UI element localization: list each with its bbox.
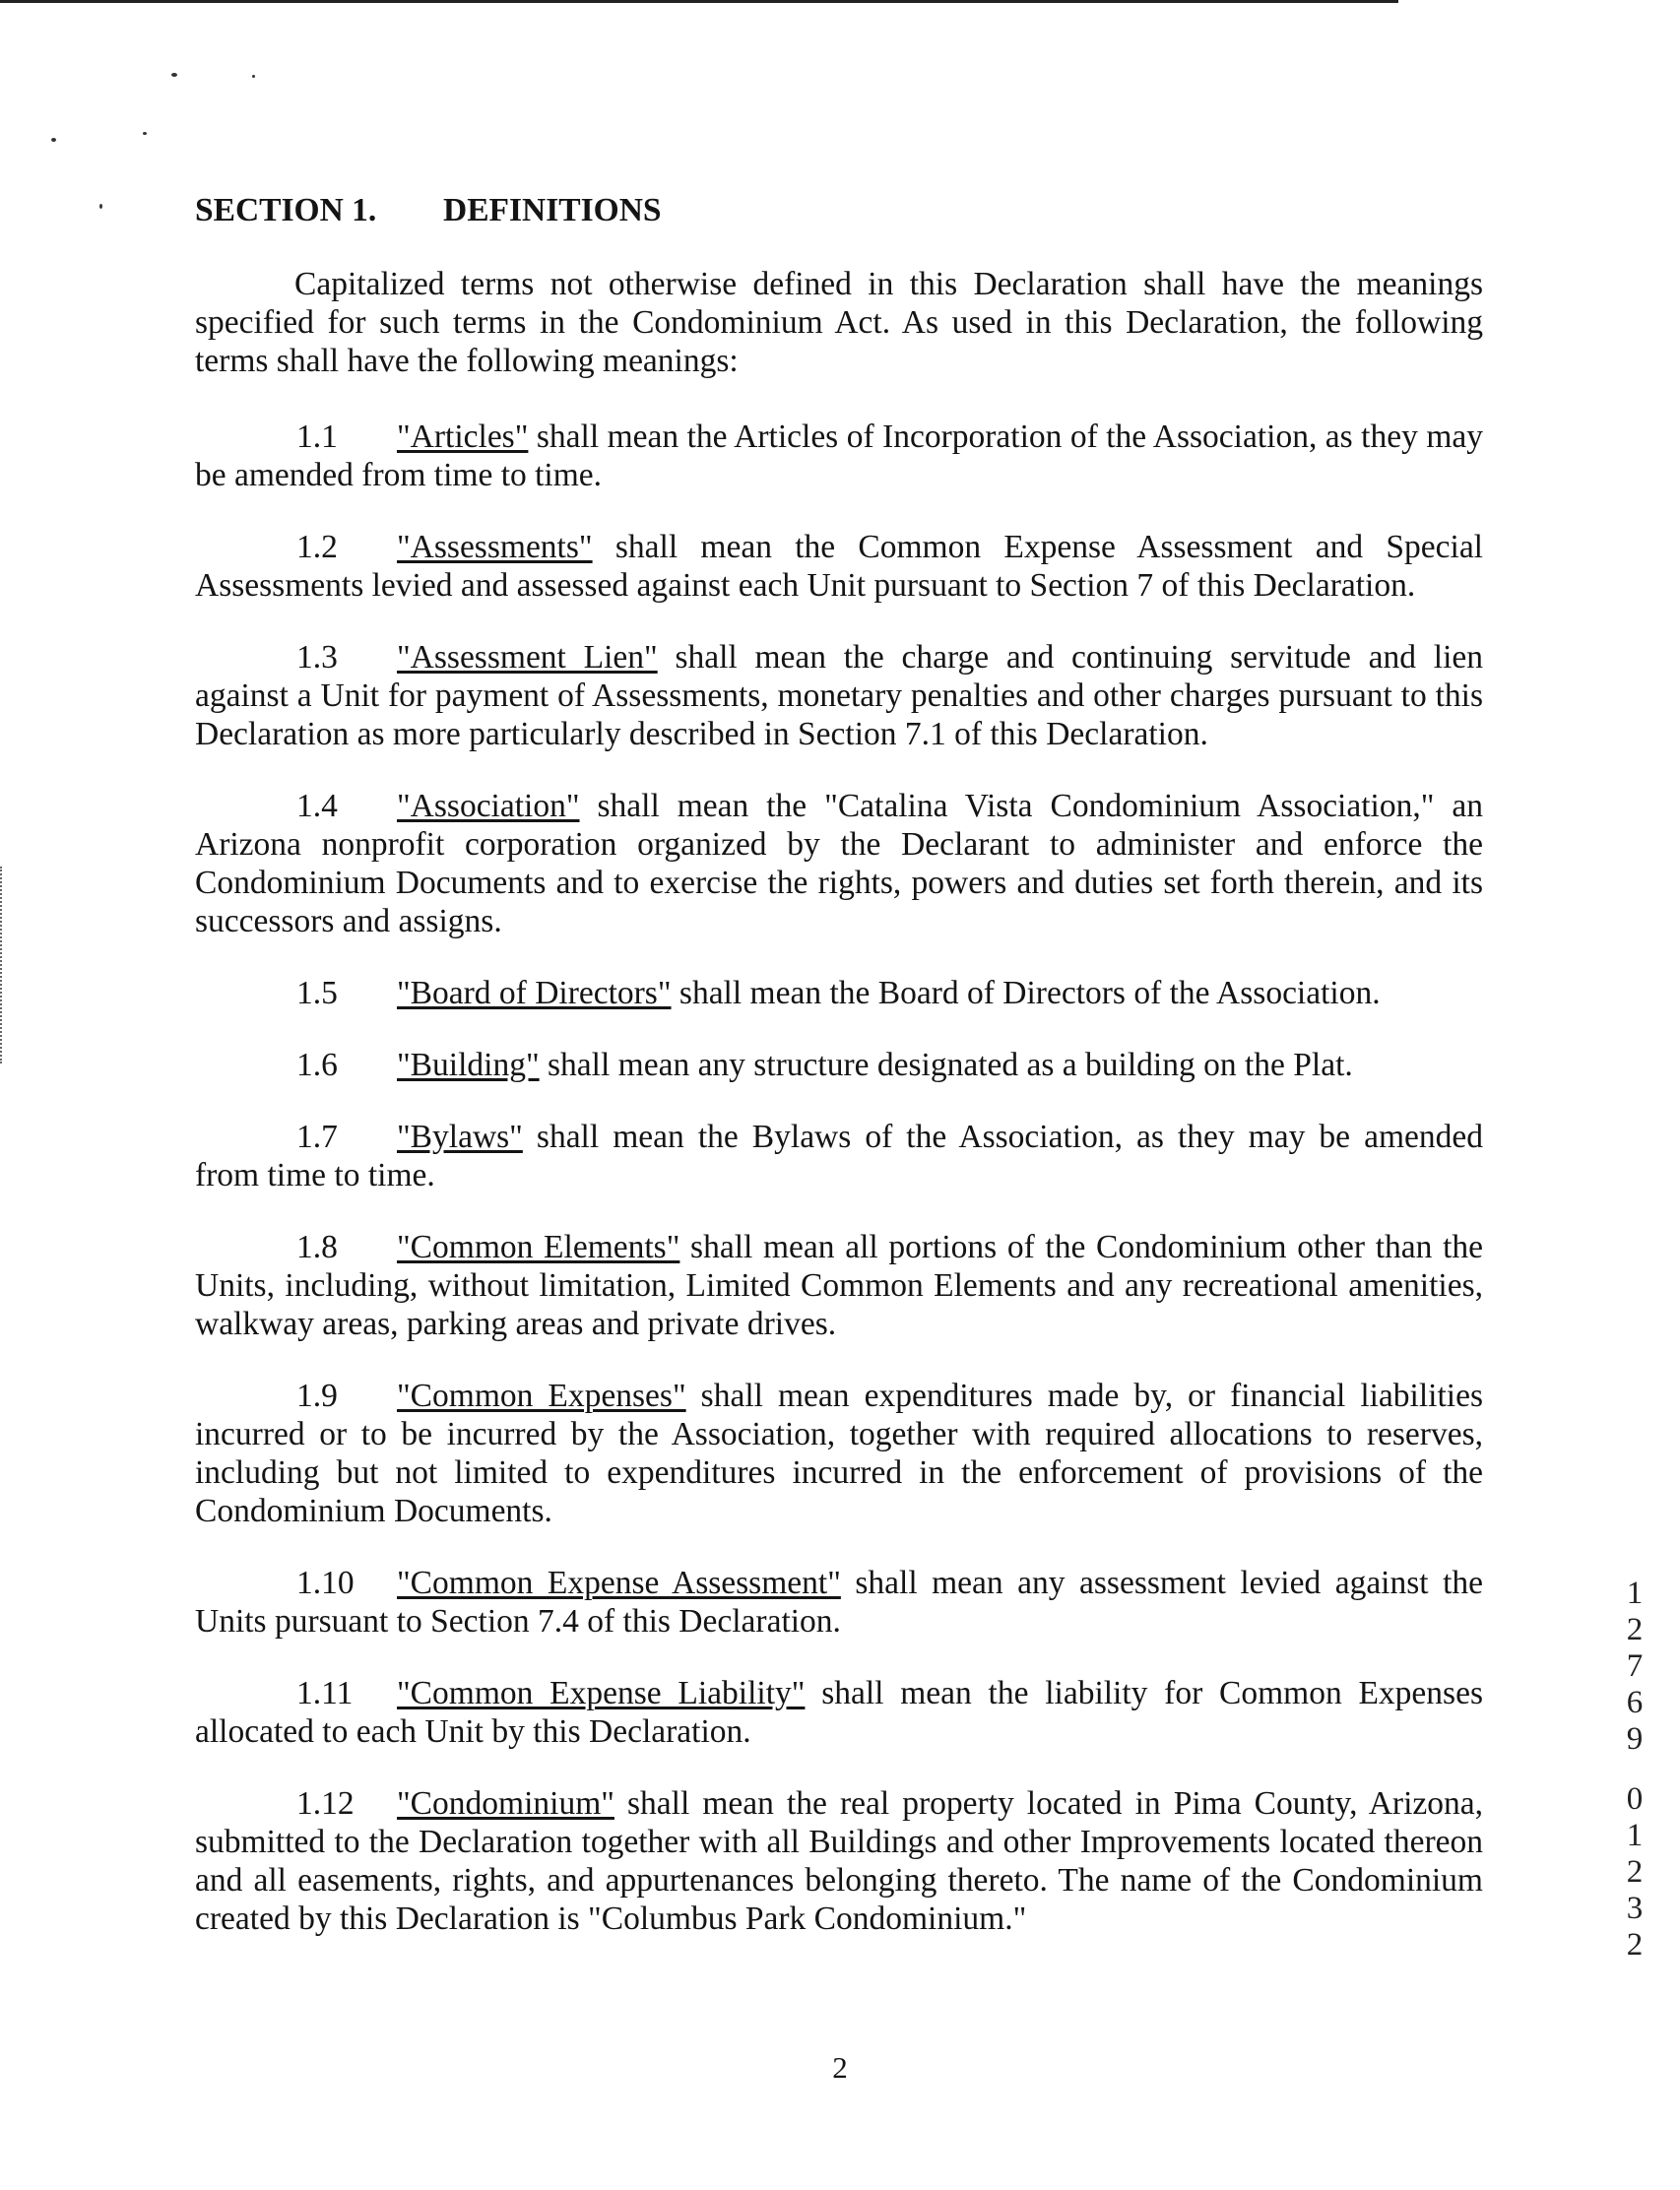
- definition-item: [195, 638, 1483, 753]
- stamp-digit: 0: [1626, 1781, 1644, 1817]
- page-number: 2: [832, 2050, 848, 2085]
- section-heading: [195, 191, 1483, 229]
- defined-term: "Assessments": [397, 529, 593, 565]
- definition-number: 1.4: [296, 788, 338, 824]
- definition-text: shall mean any structure designated as a building on the Plat.: [539, 1047, 1353, 1083]
- defined-term: "Common Expense Assessment": [397, 1565, 841, 1601]
- scan-top-edge: [0, 0, 1398, 3]
- definition-item: [195, 1564, 1483, 1641]
- definition-item: [195, 1674, 1483, 1751]
- scan-speck: [171, 73, 177, 77]
- defined-term: "Association": [397, 788, 580, 824]
- definition-text: shall mean the Board of Directors of the Association.: [671, 975, 1381, 1011]
- scan-speck: [143, 132, 147, 135]
- definition-text: shall mean the charge and continuing servitude and lien against a Unit for payment of Assessments, monetary penalties and other charges pursuant to this Declaration as more particularly described in Section 7.1 of this Declaration.: [195, 639, 1483, 752]
- definitions-list: [195, 418, 1483, 1938]
- scan-left-edge: [0, 867, 4, 1063]
- stamp-digit: 1: [1626, 1576, 1644, 1611]
- stamp-digit: 2: [1626, 1612, 1644, 1647]
- stamp-digit: 1: [1626, 1818, 1644, 1853]
- definition-text: shall mean the "Catalina Vista Condominium Association," an Arizona nonprofit corporation organized by the Declarant to administer and enforce the Condominium Documents and to exercise the rights, powers and duties set forth therein, and its successors and assigns.: [195, 788, 1483, 939]
- defined-term: "Common Expense Liability": [397, 1675, 806, 1711]
- defined-term: "Bylaws": [397, 1119, 523, 1155]
- definition-number: 1.10: [296, 1565, 355, 1601]
- definition-text: shall mean any assessment levied against the Units pursuant to Section 7.4 of this Declaration.: [195, 1565, 1483, 1640]
- definition-item: [195, 528, 1483, 605]
- defined-term: "Building": [397, 1047, 540, 1083]
- definition-number: 1.11: [296, 1675, 354, 1711]
- definition-number: 1.1: [296, 419, 338, 455]
- stamp-digit: 9: [1626, 1721, 1644, 1757]
- definition-item: [195, 1046, 1483, 1084]
- definition-number: 1.5: [296, 975, 338, 1011]
- definition-number: 1.2: [296, 529, 338, 565]
- scan-speck: [99, 204, 102, 209]
- intro-paragraph: Capitalized terms not otherwise defined in this Declaration shall have the meanings specified for such terms in the Condominium Act. As used in this Declaration, the following terms shall have the following meanings:: [195, 266, 1483, 379]
- definition-item: [195, 418, 1483, 494]
- definition-number: 1.3: [296, 639, 338, 676]
- stamp-gap: [1615, 1758, 1654, 1781]
- recording-stamp: [1615, 1576, 1654, 1964]
- definition-item: [195, 974, 1483, 1012]
- definition-number: 1.9: [296, 1378, 338, 1414]
- defined-term: "Articles": [397, 419, 529, 455]
- defined-term: "Common Expenses": [397, 1378, 686, 1414]
- definition-item: [195, 787, 1483, 940]
- defined-term: "Board of Directors": [397, 975, 672, 1011]
- defined-term: "Common Elements": [397, 1229, 680, 1265]
- scan-speck: [252, 75, 255, 78]
- definition-text: shall mean expenditures made by, or financial liabilities incurred or to be incurred by the Association, together with required allocations to reserves, including but not limited to expenditures incurred in the enforcement of provisions of the Condominium Documents.: [195, 1378, 1483, 1529]
- definition-text: shall mean the Common Expense Assessment and Special Assessments levied and assessed against each Unit pursuant to Section 7 of this Declaration.: [195, 529, 1483, 604]
- definition-number: 1.8: [296, 1229, 338, 1265]
- section-number: SECTION 1.: [195, 192, 377, 228]
- definition-item: [195, 1784, 1483, 1938]
- definition-number: 1.12: [296, 1785, 355, 1822]
- definition-item: [195, 1377, 1483, 1530]
- stamp-digit: 2: [1626, 1927, 1644, 1963]
- stamp-digit: 7: [1626, 1648, 1644, 1684]
- definition-text: shall mean the liability for Common Expenses allocated to each Unit by this Declaration.: [195, 1675, 1483, 1750]
- stamp-digit: 2: [1626, 1854, 1644, 1890]
- definition-text: shall mean the Articles of Incorporation of the Association, as they may be amended from time to time.: [195, 419, 1483, 493]
- section-title: DEFINITIONS: [443, 192, 662, 228]
- stamp-digit: 3: [1626, 1891, 1644, 1926]
- definition-item: [195, 1118, 1483, 1194]
- definition-number: 1.6: [296, 1047, 338, 1083]
- document-page: [195, 191, 1483, 1971]
- defined-term: "Condominium": [397, 1785, 614, 1822]
- stamp-digit: 6: [1626, 1685, 1644, 1720]
- definition-item: [195, 1228, 1483, 1343]
- scan-speck: [51, 138, 56, 142]
- definition-text: shall mean the real property located in Pima County, Arizona, submitted to the Declaration together with all Buildings and other Improvements located thereon and all easements, rights, and appurtenances belonging thereto. The name of the Condominium created by this Declaration is "Columbus Park Condominium.": [195, 1785, 1483, 1937]
- definition-text: shall mean the Bylaws of the Association, as they may be amended from time to time.: [195, 1119, 1483, 1193]
- defined-term: "Assessment Lien": [397, 639, 658, 676]
- definition-text: shall mean all portions of the Condominium other than the Units, including, without limitation, Limited Common Elements and any recreational amenities, walkway areas, parking areas and private drives.: [195, 1229, 1483, 1342]
- definition-number: 1.7: [296, 1119, 338, 1155]
